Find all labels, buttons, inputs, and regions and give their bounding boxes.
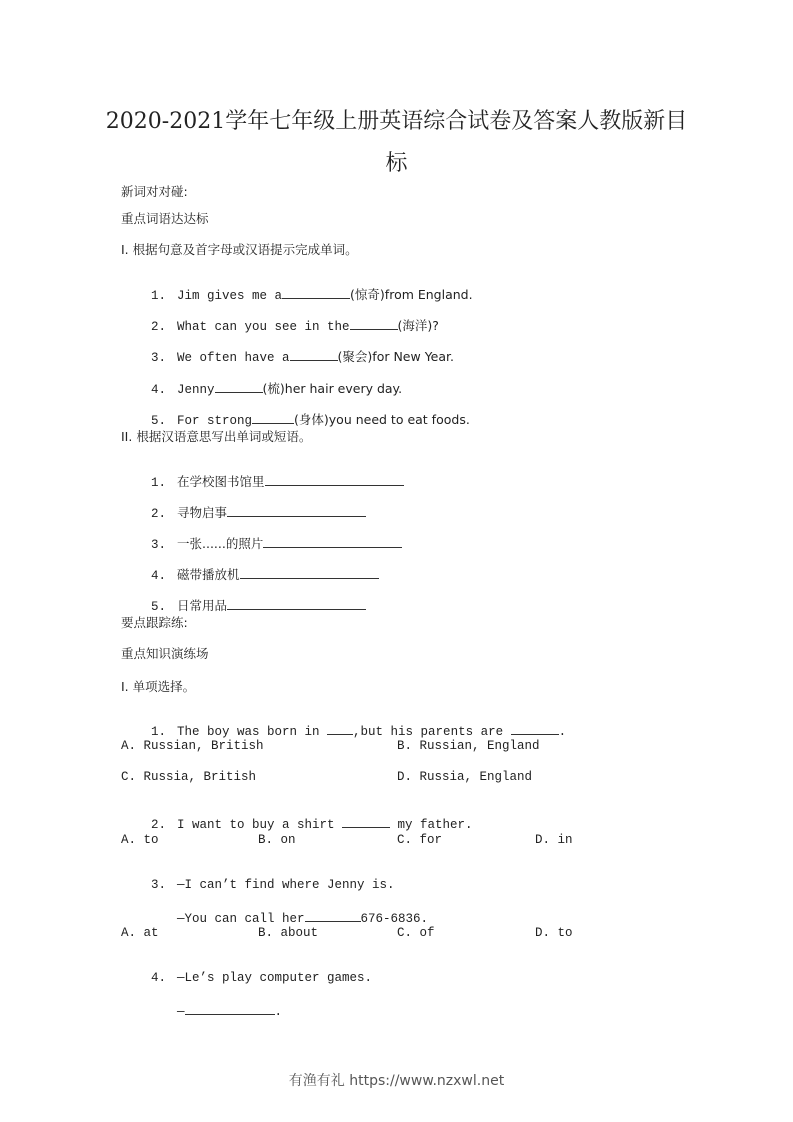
option-a[interactable]: A. to <box>121 833 159 847</box>
option-a[interactable]: A. Russian, British <box>121 739 264 753</box>
option-d[interactable]: D. to <box>535 926 573 940</box>
answer-blank[interactable] <box>185 1002 275 1015</box>
answer-blank[interactable] <box>511 722 559 735</box>
answer-blank[interactable] <box>305 909 361 922</box>
option-d[interactable]: D. Russia, England <box>397 770 533 784</box>
question-3-response: —You can call her 676-6836. <box>121 895 428 940</box>
answer-blank[interactable] <box>342 815 390 828</box>
question-2: 2. I want to buy a shirt my father. <box>121 801 473 846</box>
answer-blank[interactable] <box>240 566 379 579</box>
document-title-line1: 2020-2021学年七年级上册英语综合试卷及答案人教版新目 <box>105 109 688 134</box>
option-d[interactable]: D. in <box>535 833 573 847</box>
answer-blank[interactable] <box>265 473 404 486</box>
fill-blank-item: 3. We often have a (聚会)for New Year. <box>151 349 454 365</box>
footer-watermark: 有渔有礼 https://www.nzxwl.net <box>288 1073 505 1089</box>
option-a[interactable]: A. at <box>121 926 159 940</box>
answer-blank[interactable] <box>215 380 263 393</box>
option-c[interactable]: C. Russia, British <box>121 770 257 784</box>
answer-blank[interactable] <box>227 504 366 517</box>
option-b[interactable]: B. Russian, England <box>397 739 540 753</box>
translate-item: 5. 日常用品 <box>121 582 366 628</box>
answer-blank[interactable] <box>290 348 338 361</box>
translate-item: 4. 磁带播放机 <box>121 551 379 597</box>
answer-blank[interactable] <box>227 597 366 610</box>
fill-blank-item: 1. Jim gives me a (惊奇)from England. <box>151 287 473 303</box>
translate-item: 2. 寻物启事 <box>121 489 366 535</box>
part-instruction: I. 单项选择。 <box>121 679 196 694</box>
translate-item: 3. 一张......的照片 <box>121 520 402 566</box>
answer-blank[interactable] <box>263 535 402 548</box>
option-b[interactable]: B. about <box>258 926 319 940</box>
option-c[interactable]: C. of <box>397 926 435 940</box>
part-instruction: I. 根据句意及首字母或汉语提示完成单词。 <box>121 242 358 257</box>
answer-blank[interactable] <box>282 286 350 299</box>
question-4: 4. —Le’s play computer games. <box>151 971 373 985</box>
section-heading: 要点跟踪练: <box>121 615 188 630</box>
section-heading: 新词对对碰: <box>121 184 188 199</box>
section-subheading: 重点知识演练场 <box>121 646 209 661</box>
translate-item: 1. 在学校图书馆里 <box>121 458 404 504</box>
question-4-response: — . <box>121 988 282 1033</box>
option-b[interactable]: B. on <box>258 833 296 847</box>
answer-blank[interactable] <box>350 317 398 330</box>
option-c[interactable]: C. for <box>397 833 443 847</box>
question-1: 1. The boy was born in ,but his parents are . <box>121 708 566 753</box>
section-subheading: 重点词语达达标 <box>121 211 209 226</box>
question-3: 3. —I can’t find where Jenny is. <box>151 878 395 892</box>
document-title-line2: 标 <box>385 151 408 176</box>
fill-blank-item: 5. For strong (身体)you need to eat foods. <box>151 412 470 428</box>
part-instruction: II. 根据汉语意思写出单词或短语。 <box>121 429 312 444</box>
answer-blank[interactable] <box>327 722 353 735</box>
fill-blank-item: 4. Jenny (梳)her hair every day. <box>151 381 403 397</box>
fill-blank-item: 2. What can you see in the (海洋)? <box>151 318 439 334</box>
answer-blank[interactable] <box>252 411 294 424</box>
